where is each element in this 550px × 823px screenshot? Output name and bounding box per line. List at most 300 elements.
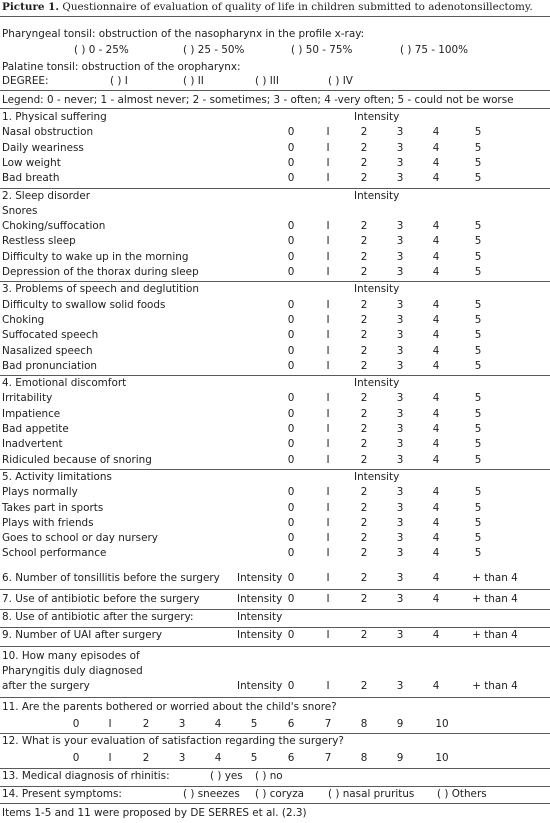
question-label: 13. Medical diagnosis of rhinitis: [2,770,170,782]
question-row-q8 [0,611,550,626]
scale-value: 4 [432,235,440,247]
scale-value: I [326,157,330,169]
question-label: Takes part in sports [2,502,104,514]
scale-value: 2 [142,718,150,730]
section-divider [0,188,550,189]
scale-value: 2 [360,593,368,605]
divider-q7 [0,589,550,590]
question-row [0,502,550,517]
scale-value: 3 [396,172,404,184]
question-row [0,408,550,423]
scale-value: 3 [396,314,404,326]
question-row [0,532,550,547]
scale-value: 4 [432,486,440,498]
scale-value: 2 [360,629,368,641]
intensity-heading: Intensity [354,377,400,389]
scale-value: 2 [360,547,368,559]
scale-value: 3 [396,572,404,584]
divider-q10 [0,646,550,647]
question-row [0,314,550,329]
scale-value: I [326,235,330,247]
scale-value: 0 [287,423,295,435]
pharyngeal-option-1: ( ) 0 - 25% [74,44,129,56]
section-title: 4. Emotional discomfort [2,377,127,389]
scale-value: 9 [396,752,404,764]
scale-value: 0 [287,126,295,138]
scale-value: I [326,126,330,138]
scale-value: 0 [287,329,295,341]
scale-value: 8 [360,718,368,730]
scale-value: I [326,345,330,357]
scale-value: 0 [287,235,295,247]
section-header [0,111,550,126]
question-label: Irritability [2,392,53,404]
scale-value: I [108,718,112,730]
scale-value: 4 [432,423,440,435]
scale-value: + than 4 [472,629,518,641]
question-label: Bad breath [2,172,60,184]
legend: Legend: 0 - never; 1 - almost never; 2 - sometimes; 3 - often; 4 -very often; 5 - could not be worse [2,94,514,106]
scale-value: 5 [474,423,482,435]
scale-value: 0 [287,299,295,311]
scale-value: 2 [360,392,368,404]
scale-value: 4 [432,454,440,466]
question-label: 10. How many episodes of [2,650,140,662]
scale-value: 3 [396,454,404,466]
scale-value: I [326,392,330,404]
scale-value: I [326,593,330,605]
scale-value: 3 [396,532,404,544]
scale-value: 5 [474,547,482,559]
scale-value: 2 [360,680,368,692]
caption-title: Questionnaire of evaluation of quality of life in children submitted to adenotonsillectomy. [62,1,533,13]
question-row-q12 [0,735,550,750]
scale-value: 4 [432,126,440,138]
question-row-q13 [0,770,550,785]
scale-value: 3 [396,502,404,514]
scale-value: 5 [474,438,482,450]
intensity-label: Intensity [237,593,283,605]
scale-value: I [108,752,112,764]
scale-value: I [326,329,330,341]
scale-value: 3 [396,593,404,605]
scale-value: 2 [360,408,368,420]
scale-value: I [326,408,330,420]
scale-value: 5 [474,532,482,544]
caption-label: Picture 1. [2,1,59,13]
scale-value: 3 [396,486,404,498]
scale-value: 5 [474,486,482,498]
scale-value: 4 [432,629,440,641]
scale-value: 5 [474,235,482,247]
scale-value: 2 [360,126,368,138]
scale-value: 2 [360,157,368,169]
scale-value: 0 [287,408,295,420]
scale-value: 6 [287,718,295,730]
question-label: School performance [2,547,107,559]
palatine-question: Palatine tonsil: obstruction of the oropharynx: [2,61,241,73]
intensity-heading: Intensity [354,283,400,295]
scale-value: I [326,360,330,372]
scale-value: 4 [432,408,440,420]
scale-value: 0 [287,454,295,466]
scale-value: 5 [474,329,482,341]
scale-value: 4 [432,547,440,559]
scale-value: 4 [432,517,440,529]
scale-value: 0 [287,266,295,278]
question-label: Daily weariness [2,142,84,154]
divider-q11 [0,697,550,698]
scale-value: I [326,629,330,641]
scale-value: 0 [287,360,295,372]
section-header [0,190,550,205]
option-yes: ( ) yes [210,770,243,782]
question-row [0,345,550,360]
question-label: Goes to school or day nursery [2,532,158,544]
scale-value: 5 [474,126,482,138]
rule-legend-top [0,90,550,91]
scale-value: + than 4 [472,680,518,692]
scale-value: 5 [474,502,482,514]
question-row [0,438,550,453]
scale-value: I [326,517,330,529]
scale-value: 3 [396,360,404,372]
option-no: ( ) no [255,770,283,782]
intensity-label: Intensity [237,629,283,641]
scale-value: 3 [396,392,404,404]
question-label: Plays normally [2,486,78,498]
section-header [0,377,550,392]
scale-value: I [326,299,330,311]
question-label: Inadvertent [2,438,63,450]
section-header [0,471,550,486]
scale-value: 3 [396,142,404,154]
option-sneezes: ( ) sneezes [183,788,240,800]
scale-value: I [326,454,330,466]
question-label: Bad pronunciation [2,360,98,372]
scale-value: 3 [396,266,404,278]
scale-value: 5 [474,157,482,169]
palatine-option-3: ( ) III [255,75,279,87]
scale-value: 4 [214,752,222,764]
scale-value: 4 [432,172,440,184]
question-row [0,423,550,438]
scale-value: I [326,142,330,154]
palatine-option-4: ( ) IV [328,75,353,87]
intensity-heading: Intensity [354,190,400,202]
divider-q12 [0,733,550,734]
top-rule [0,16,550,17]
scale-value: 4 [432,251,440,263]
divider-q8 [0,609,550,610]
scale-value: 3 [396,157,404,169]
scale-value: I [326,680,330,692]
question-row [0,486,550,501]
intensity-heading: Intensity [354,471,400,483]
scale-value: 2 [360,172,368,184]
scale-value: 2 [360,517,368,529]
scale-value: 4 [432,157,440,169]
question-row [0,517,550,532]
scale-value: 4 [432,142,440,154]
scale-value: 0 [287,314,295,326]
intensity-label: Intensity [237,611,283,623]
scale-value: I [326,547,330,559]
scale-value: 0 [287,438,295,450]
scale-value: 2 [360,532,368,544]
question-label: Difficulty to swallow solid foods [2,299,166,311]
scale-value: 2 [360,438,368,450]
scale-value: I [326,266,330,278]
scale-value: 4 [432,593,440,605]
scale-value: 3 [396,408,404,420]
scale-value: 2 [360,454,368,466]
question-label: Choking [2,314,45,326]
scale-value: 3 [396,517,404,529]
scale-value: I [326,486,330,498]
pharyngeal-question: Pharyngeal tonsil: obstruction of the nasopharynx in the profile x-ray: [2,28,365,40]
scale-value: 0 [287,547,295,559]
question-label: 6. Number of tonsillitis before the surgery [2,572,220,584]
scale-value: 0 [287,680,295,692]
rule-legend-bottom [0,108,550,109]
intensity-heading: Intensity [354,111,400,123]
question-label: Ridiculed because of snoring [2,454,152,466]
scale-value: + than 4 [472,572,518,584]
question-row [0,392,550,407]
scale-value: I [326,572,330,584]
question-label: 11. Are the parents bothered or worried about the child's snore? [2,701,337,713]
question-label: 8. Use of antibiotic after the surgery: [2,611,194,623]
intensity-label: Intensity [237,572,283,584]
scale-value: 2 [360,220,368,232]
section-divider [0,281,550,282]
scale-value: 2 [142,752,150,764]
scale-value: 4 [432,572,440,584]
scale-value: 0 [287,486,295,498]
scale-value: 5 [474,454,482,466]
scale-value: 5 [474,408,482,420]
option-nasal-pruritus: ( ) nasal pruritus [328,788,415,800]
question-row [0,157,550,172]
question-row-q10 [0,650,550,665]
scale-value: 10 [435,718,449,730]
question-row [0,205,550,220]
question-label: Bad appetite [2,423,69,435]
question-row [0,235,550,250]
section-divider [0,375,550,376]
section-header [0,283,550,298]
question-row [0,142,550,157]
scale-value: I [326,251,330,263]
scale-value: I [326,314,330,326]
scale-value: 3 [396,547,404,559]
scale-value: 5 [474,345,482,357]
section-title: 2. Sleep disorder [2,190,90,202]
satisfaction-scale [0,752,550,767]
section-title: 1. Physical suffering [2,111,107,123]
scale-value: 3 [396,251,404,263]
scale-value: 4 [432,266,440,278]
question-row [0,547,550,562]
scale-value: 5 [474,220,482,232]
scale-value: 5 [474,266,482,278]
scale-value: 5 [474,172,482,184]
scale-value: 0 [287,142,295,154]
scale-value: 4 [214,718,222,730]
option-others: ( ) Others [437,788,487,800]
scale-value: 5 [474,142,482,154]
scale-value: 3 [396,126,404,138]
scale-value: 2 [360,235,368,247]
satisfaction-scale [0,718,550,733]
scale-value: 4 [432,532,440,544]
question-label: after the surgery [2,680,90,692]
question-label: 14. Present symptoms: [2,788,122,800]
scale-value: 0 [287,345,295,357]
figure-caption [2,1,548,13]
scale-value: 3 [396,345,404,357]
question-label: Snores [2,205,38,217]
question-row-q10 [0,665,550,680]
scale-value: 2 [360,572,368,584]
scale-value: 8 [360,752,368,764]
question-row [0,329,550,344]
scale-value: 0 [287,392,295,404]
question-label: Nasal obstruction [2,126,94,138]
question-row [0,454,550,469]
question-row [0,220,550,235]
question-label: Plays with friends [2,517,94,529]
pharyngeal-option-2: ( ) 25 - 50% [183,44,245,56]
option-coryza: ( ) coryza [255,788,305,800]
palatine-degree-label: DEGREE: [2,75,49,87]
question-label: Suffocated speech [2,329,99,341]
scale-value: 2 [360,502,368,514]
scale-value: 2 [360,345,368,357]
palatine-option-1: ( ) I [110,75,128,87]
question-label: 9. Number of UAI after surgery [2,629,163,641]
scale-value: 0 [287,593,295,605]
scale-value: 5 [474,392,482,404]
scale-value: 7 [324,718,332,730]
question-row-q9 [0,629,550,644]
rule-footnote [0,803,550,804]
scale-value: 2 [360,142,368,154]
scale-value: 4 [432,438,440,450]
divider-q13 [0,768,550,769]
palatine-option-2: ( ) II [183,75,204,87]
scale-value: 4 [432,392,440,404]
scale-value: 2 [360,423,368,435]
scale-value: 0 [287,532,295,544]
scale-value: 0 [287,157,295,169]
scale-value: 2 [360,266,368,278]
scale-value: I [326,220,330,232]
question-row [0,172,550,187]
question-label: 7. Use of antibiotic before the surgery [2,593,200,605]
question-row-q11 [0,701,550,716]
scale-value: 4 [432,680,440,692]
scale-value: I [326,423,330,435]
scale-value: 5 [474,299,482,311]
scale-value: 2 [360,486,368,498]
scale-value: 6 [287,752,295,764]
scale-value: 3 [396,629,404,641]
scale-value: 3 [396,329,404,341]
scale-value: 5 [474,251,482,263]
scale-value: 2 [360,329,368,341]
question-row-q6 [0,572,550,587]
question-label: Choking/suffocation [2,220,106,232]
question-label: 12. What is your evaluation of satisfaction regarding the surgery? [2,735,344,747]
divider-q14 [0,786,550,787]
scale-value: 3 [396,220,404,232]
footnote: Items 1-5 and 11 were proposed by DE SERRES et al. (2.3) [2,807,307,819]
question-row-q7 [0,593,550,608]
intensity-label: Intensity [237,680,283,692]
question-label: Impatience [2,408,61,420]
scale-value: 0 [72,718,80,730]
question-label: Nasalized speech [2,345,93,357]
scale-value: 0 [72,752,80,764]
scale-value: 0 [287,502,295,514]
scale-value: 5 [474,360,482,372]
scale-value: I [326,502,330,514]
question-row-q14 [0,788,550,803]
question-row [0,266,550,281]
scale-value: 2 [360,299,368,311]
question-label: Pharyngitis duly diagnosed [2,665,143,677]
scale-value: + than 4 [472,593,518,605]
question-row [0,299,550,314]
scale-value: 4 [432,345,440,357]
scale-value: I [326,532,330,544]
scale-value: 5 [474,314,482,326]
scale-value: 4 [432,299,440,311]
divider-q9 [0,627,550,628]
scale-value: 0 [287,172,295,184]
question-label: Low weight [2,157,61,169]
scale-value: 9 [396,718,404,730]
scale-value: 0 [287,629,295,641]
section-title: 3. Problems of speech and deglutition [2,283,199,295]
question-row-q10 [0,680,550,695]
section-title: 5. Activity limitations [2,471,112,483]
scale-value: 3 [396,299,404,311]
scale-value: 4 [432,502,440,514]
scale-value: 7 [324,752,332,764]
scale-value: 2 [360,314,368,326]
scale-value: 3 [178,718,186,730]
scale-value: 0 [287,572,295,584]
question-row [0,360,550,375]
scale-value: 4 [432,360,440,372]
scale-value: 4 [432,314,440,326]
scale-value: 3 [396,438,404,450]
scale-value: 0 [287,251,295,263]
scale-value: 10 [435,752,449,764]
scale-value: 0 [287,517,295,529]
section-divider [0,469,550,470]
scale-value: 5 [474,517,482,529]
question-label: Depression of the thorax during sleep [2,266,199,278]
scale-value: 0 [287,220,295,232]
scale-value: 5 [250,718,258,730]
pharyngeal-option-3: ( ) 50 - 75% [291,44,353,56]
question-label: Restless sleep [2,235,76,247]
question-row [0,126,550,141]
